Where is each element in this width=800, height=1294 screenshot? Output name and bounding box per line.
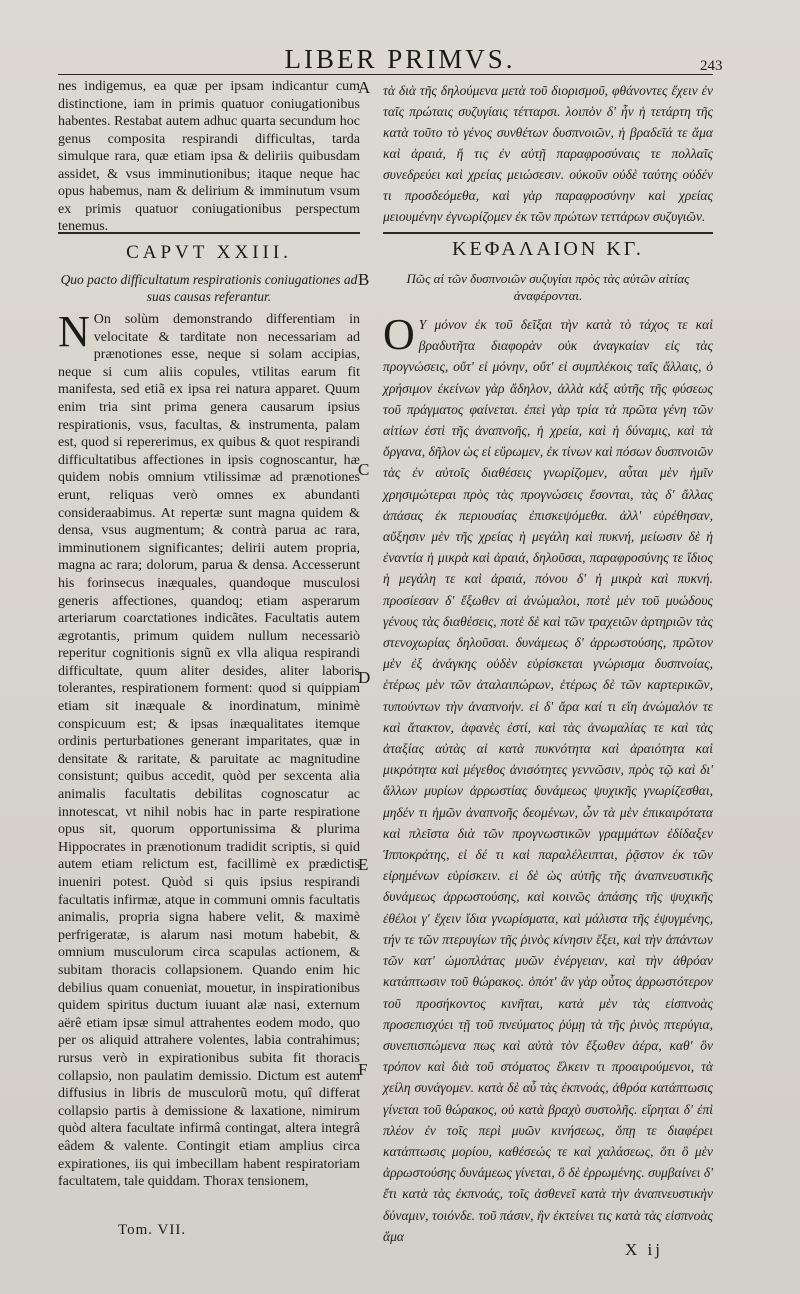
running-title: LIBER PRIMVS. [284, 44, 516, 74]
margin-marker-f: F [358, 1060, 368, 1079]
volume-label: Tom. VII. [118, 1222, 187, 1238]
margin-marker-c: C [358, 460, 370, 479]
greek-chapter-rule [383, 232, 713, 234]
greek-main-text [383, 310, 713, 1247]
margin-marker-a: A [358, 78, 371, 97]
latin-top-paragraph: nes indigemus, ea quæ per ipsam indicantur cum distinctione, iam in primis quatuor coniugationibus habentes. Restabat autem adhuc quarta secundum hoc genus composita respirandi difficultas, tarda simulque rara, quæ etiam ipsa & deliriis quibusdam assidet, & vsus imminutionibus; itaque neque hac opus habemus, nam & delirium & imminutum vsum ex primis quatuor coniugationibus perspectum tenemus. [58, 79, 360, 234]
signature-mark: X ij [625, 1240, 663, 1259]
latin-body: On solùm demonstrando differentiam in velocitate & tarditate non necessariam ad prænotiones esse, neque si solam accipias, neque si cum aliis copules, vtilitas earum fit manifesta, sed etiã ex ipsa rei natura apparet. Quum enim tria sint prima genera causarum ipsius respirationis, vsus, facultas, & instrumenta, palam est, quod si repererimus, ex quibus & quot respirandi difficultatibus affectiones in ipsis cognoscantur, hæ quidem nobis omnium vtilissimæ ad prænotiones erunt, reliquas verò omnes ex abundanti consideraabimus. At repertæ sunt magna quidem & densa, vsus augmentum; & contrà parua ac rara, imminutionem significantes; delirii autem propria, magna ac rara; dolorum, parua & densa. Accesserunt his forinsecus inæquales, quandoque musculosi generis affectiones, quandoq; etiam asperarum arteriarum coarctationes indicãtes. Facultatis autem ægrotantis, primum quidem nullum necessariò reperitur cognitionis signũ ex vlla aliqua respirandi difficultate, quum aliter desides, aliter laboris tolerantes, respirationem forment: quod si quippiam etiam sit inæquale & inordinatum, minimè conspicuum est; & ipsas inæqualitates itemque ordinis perturbationes generant imparitates, quæ in densitate & raritate, & paruitate ac magnitudine consistunt; quibus accedit, quòd per sexcenta alia animalis facultatis debilitas cognoscatur ac innotescat, vt nihil nobis hac in parte respiratione opus sit, quorum opportunissima & plurima Hippocrates in prænotionum tradidit scriptis, si quid autem etiam relictum est, facillimè ex prædictis inueniri potest. Quòd si quis ipsius respirandi facultatis infirmæ, atque in communi omnis facultatis animalis, propria signa habere velit, & maximè perfrigeratæ, is alarum nasi motum habebit, & omnium musculorum circa scapulas actionem, & subitam thoracis collapsionem. Quando enim hic debilius quam conueniat, mouetur, in inspirationibus quidem spiritus ductum iuuant alæ nasi, externum aërê etiam ipsæ simul attrahentes eodem modo, quo per os aliquid attrahere volentes, labia contrahimus; rursus verò in expirationibus subita fit thoracis collapsio, non paulatim demissio. Dictum est autem diffusius in libris de musculorũ motu, quî differat collapsio partis à demissione & laxatione, nimirum quòd altera facultate infirmâ contingat, altera integrâ eâdem & valente. Contingit etiam amplius circa expirationes, iis qui imbecillam habent respiratoriam facultatem, tale quiddam. Thorax tensionem, [58, 312, 360, 1190]
greek-top-paragraph: τὰ διὰ τῆς δηλούμενα μετὰ τοῦ διορισμοῦ, φθάνοντες ἔχειν ἐν ταῖς πρώταις συζυγίαις τέτταρσι. λοιπὸν δ' ἦν ἡ τετάρτη τῆς κατὰ τοῦτο τὸ γένος συνθέτων δυσπνοιῶν, ἡ βραδεῖά τε ἅμα καὶ ἀραιά, ἥ τις ἐν αὐτῇ παραφροσύναις τε πολλαῖς συνεδρεύει καὶ χρείας μειώσεσιν. οὐκοῦν οὐδὲ ταύτης οὐδέν τι προσδεόμεθα, καὶ γὰρ παραφροσύνην καὶ χρείας μειουμένην ἐγνωρίζομεν ἐκ τῶν πρώτων τεττάρων συζυγιῶν. [383, 83, 713, 224]
greek-chapter-title: ΚΕΦΑΛΑΙΟΝ ΚΓ. [452, 238, 644, 260]
margin-marker-d: D [358, 668, 371, 687]
latin-dropcap: N [58, 307, 90, 356]
latin-main-text [58, 307, 360, 1191]
margin-marker-e: E [358, 855, 369, 874]
header-rule [58, 74, 713, 75]
greek-dropcap: Ο [383, 310, 415, 359]
greek-body: Υ μόνον ἐκ τοῦ δεῖξαι τὴν κατὰ τὸ τάχος τε καὶ βραδυτῆτα διαφορὰν οὐκ ἀναγκαίαν εἰς τὰς προγνώσεις, οὔτ' εἰ μόνην, οὔτ' εἰ συμπλέκοις ταῖς ἄλλαις, ὁ χρήσιμον ἐκείνων γὰρ ἄδηλον, ἀλλὰ κἀξ αὐτῆς τῆς φύσεως τοῦ πράγματος φαίνεται. ἐπεὶ γὰρ τρία τὰ πρῶτα γένη τῶν αἰτίων ἐστὶ τῆς ἀναπνοῆς, ἡ χρεία, καὶ ἡ δύναμις, καὶ τὰ ὄργανα, δῆλον ὡς εἰ εὕρωμεν, ἐκ τίνων καὶ πόσων δυσπνοιῶν τὰς ἐν αὐτοῖς διαθέσεις γνωρίζομεν, αὗται μὲν ἡμῖν χρησιμώτεραι πρὸς τὰς προγνώσεις ἔσονται, τὰς δ' ἄλλας ἁπάσας ἐκ περιουσίας ἐπισκεψόμεθα. ἀλλ' εὑρέθησαν, αὔξησιν μὲν τῆς χρείας ἡ μεγάλη καὶ πυκνή, μείωσιν δὲ ἡ ἐναντία ἡ μικρὰ καὶ ἀραιά, δηλοῦσαι, παραφροσύνης τε ἴδιος ἡ μεγάλη τε καὶ ἀραιά, πόνου δ' ἡ μικρὰ καὶ πυκνή. προσίεσαν δ' ἔξωθεν αἱ ἀνώμαλοι, ποτὲ μὲν τοῦ μυώδους γένους τὰς διαθέσεις, ποτὲ δὲ καὶ τῶν τραχειῶν ἀρτηριῶν τὰς στενοχωρίας δηλοῦσαι. δυνάμεως δ' ἀρρωστούσης, πρῶτον μὲν ἐξ ἀνάγκης οὐδὲν εὑρίσκεται γνώρισμα δυσπνοίας, ἑτέρως μὲν τῶν ἀταλαιπώρων, ἑτέρως δὲ τῶν καρτερικῶν, τυπούντων τὴν ἀναπνοήν. εἰ δ' ἄρα καί τι εἴη ἀνώμαλόν τε καὶ ἄτακτον, ἀφανὲς ἐστί, καὶ τὰς ἀνωμαλίας τε καὶ τὰς ἀταξίας αὐτὰς αἱ κατὰ πυκνότητα καὶ ἀραιότητα καὶ μικρότητα καὶ μέγεθος ἀνισότητες γεννῶσιν, πρὸς τῷ καὶ δι' ἄλλων μυρίων ἀρρωστίας δυνάμεως ψυχικῆς γνωρίζεσθαι, μηδέν τι ἡμῶν ἀναπνοῆς δεομένων, ὧν τὰ μὲν ἐπικαιρότατα καὶ πλεῖστα διὰ τῶν προγνωστικῶν γραμμάτων ἐδίδαξεν Ἱπποκράτης, εἰ δέ τι καὶ παραλέλειπται, ῥᾷστον ἐκ τῶν εἰρημένων εὑρίσκειν. εἰ δὲ ὡς αὐτῆς τῆς ἀναπνευστικῆς δυνάμεως ἀρρωστούσης, καὶ κοινῶς ἁπάσης τῆς ψυχικῆς ἐθέλοι γ' ἔχειν ἴδια γνωρίσματα, καὶ μάλιστα τῆς ἐψυγμένης, τήν τε τῶν πτερυγίων τῆς ῥινὸς κίνησιν ἕξει, καὶ τὴν ἁπάντων τῶν κατ' ὠμοπλάτας μυῶν ἐνέργειαν, καὶ τὴν ἀθρόαν κατάπτωσιν τοῦ θώρακος. ὁπότ' ἂν γὰρ οὗτος ἀρρωστότερον τοῦ προσήκοντος κινῆται, κατὰ μὲν τὰς εἰσπνοὰς προσεπισχύει τῇ τοῦ πνεύματος ῥύμῃ τὰ τῆς ῥινὸς πτερύγια, συνεπισπώμενα πως καὶ αὐτὰ τὸν ἔξωθεν ἀέρα, καθ' ὃν τρόπον καὶ διὰ τοῦ στόματος ἕλκειν τι προαιρούμενοι, τὰ χείλη συνάγομεν. κατὰ δὲ αὖ τὰς ἐκπνοάς, ἀθρόα κατάπτωσις γίνεται τοῦ θώρακος, οὐ κατὰ βραχὺ συστολῆς. εἴρηται δ' ἐπὶ πλέον ἐν τοῖς περὶ μυῶν κινήσεως, ὅπῃ τε διαφέρει κατάπτωσις μορίου, καθέσεώς τε καὶ χαλάσεως, ὅτι ὃ μὲν ἀρρωστούσης δυνάμεως γίνεται, ὃ δὲ ἐρρωμένης. συμβαίνει δ' ἔτι κατὰ τὰς ἐκπνοάς, τοῖς ἀσθενεῖ κατὰ τὴν ἀναπνευστικὴν δύναμιν, τοιόνδε. τοῦ πάσιν, ἣν ἐκτείνει τις κατὰ τὰς εἰσπνοὰς ἅμα [383, 317, 713, 1244]
latin-chapter-title: CAPVT XXIII. [126, 242, 292, 263]
margin-marker-b: B [358, 270, 370, 289]
latin-chapter-rule [58, 232, 360, 234]
page-number: 243 [700, 58, 723, 74]
greek-chapter-subtitle: Πῶς αἱ τῶν δυσπνοιῶν συζυγίαι πρὸς τὰς αὐτῶν αἰτίας ἀναφέρονται. [406, 271, 690, 303]
latin-chapter-subtitle: Quo pacto difficultatum respirationis coniugationes ad suas causas referantur. [60, 272, 358, 304]
